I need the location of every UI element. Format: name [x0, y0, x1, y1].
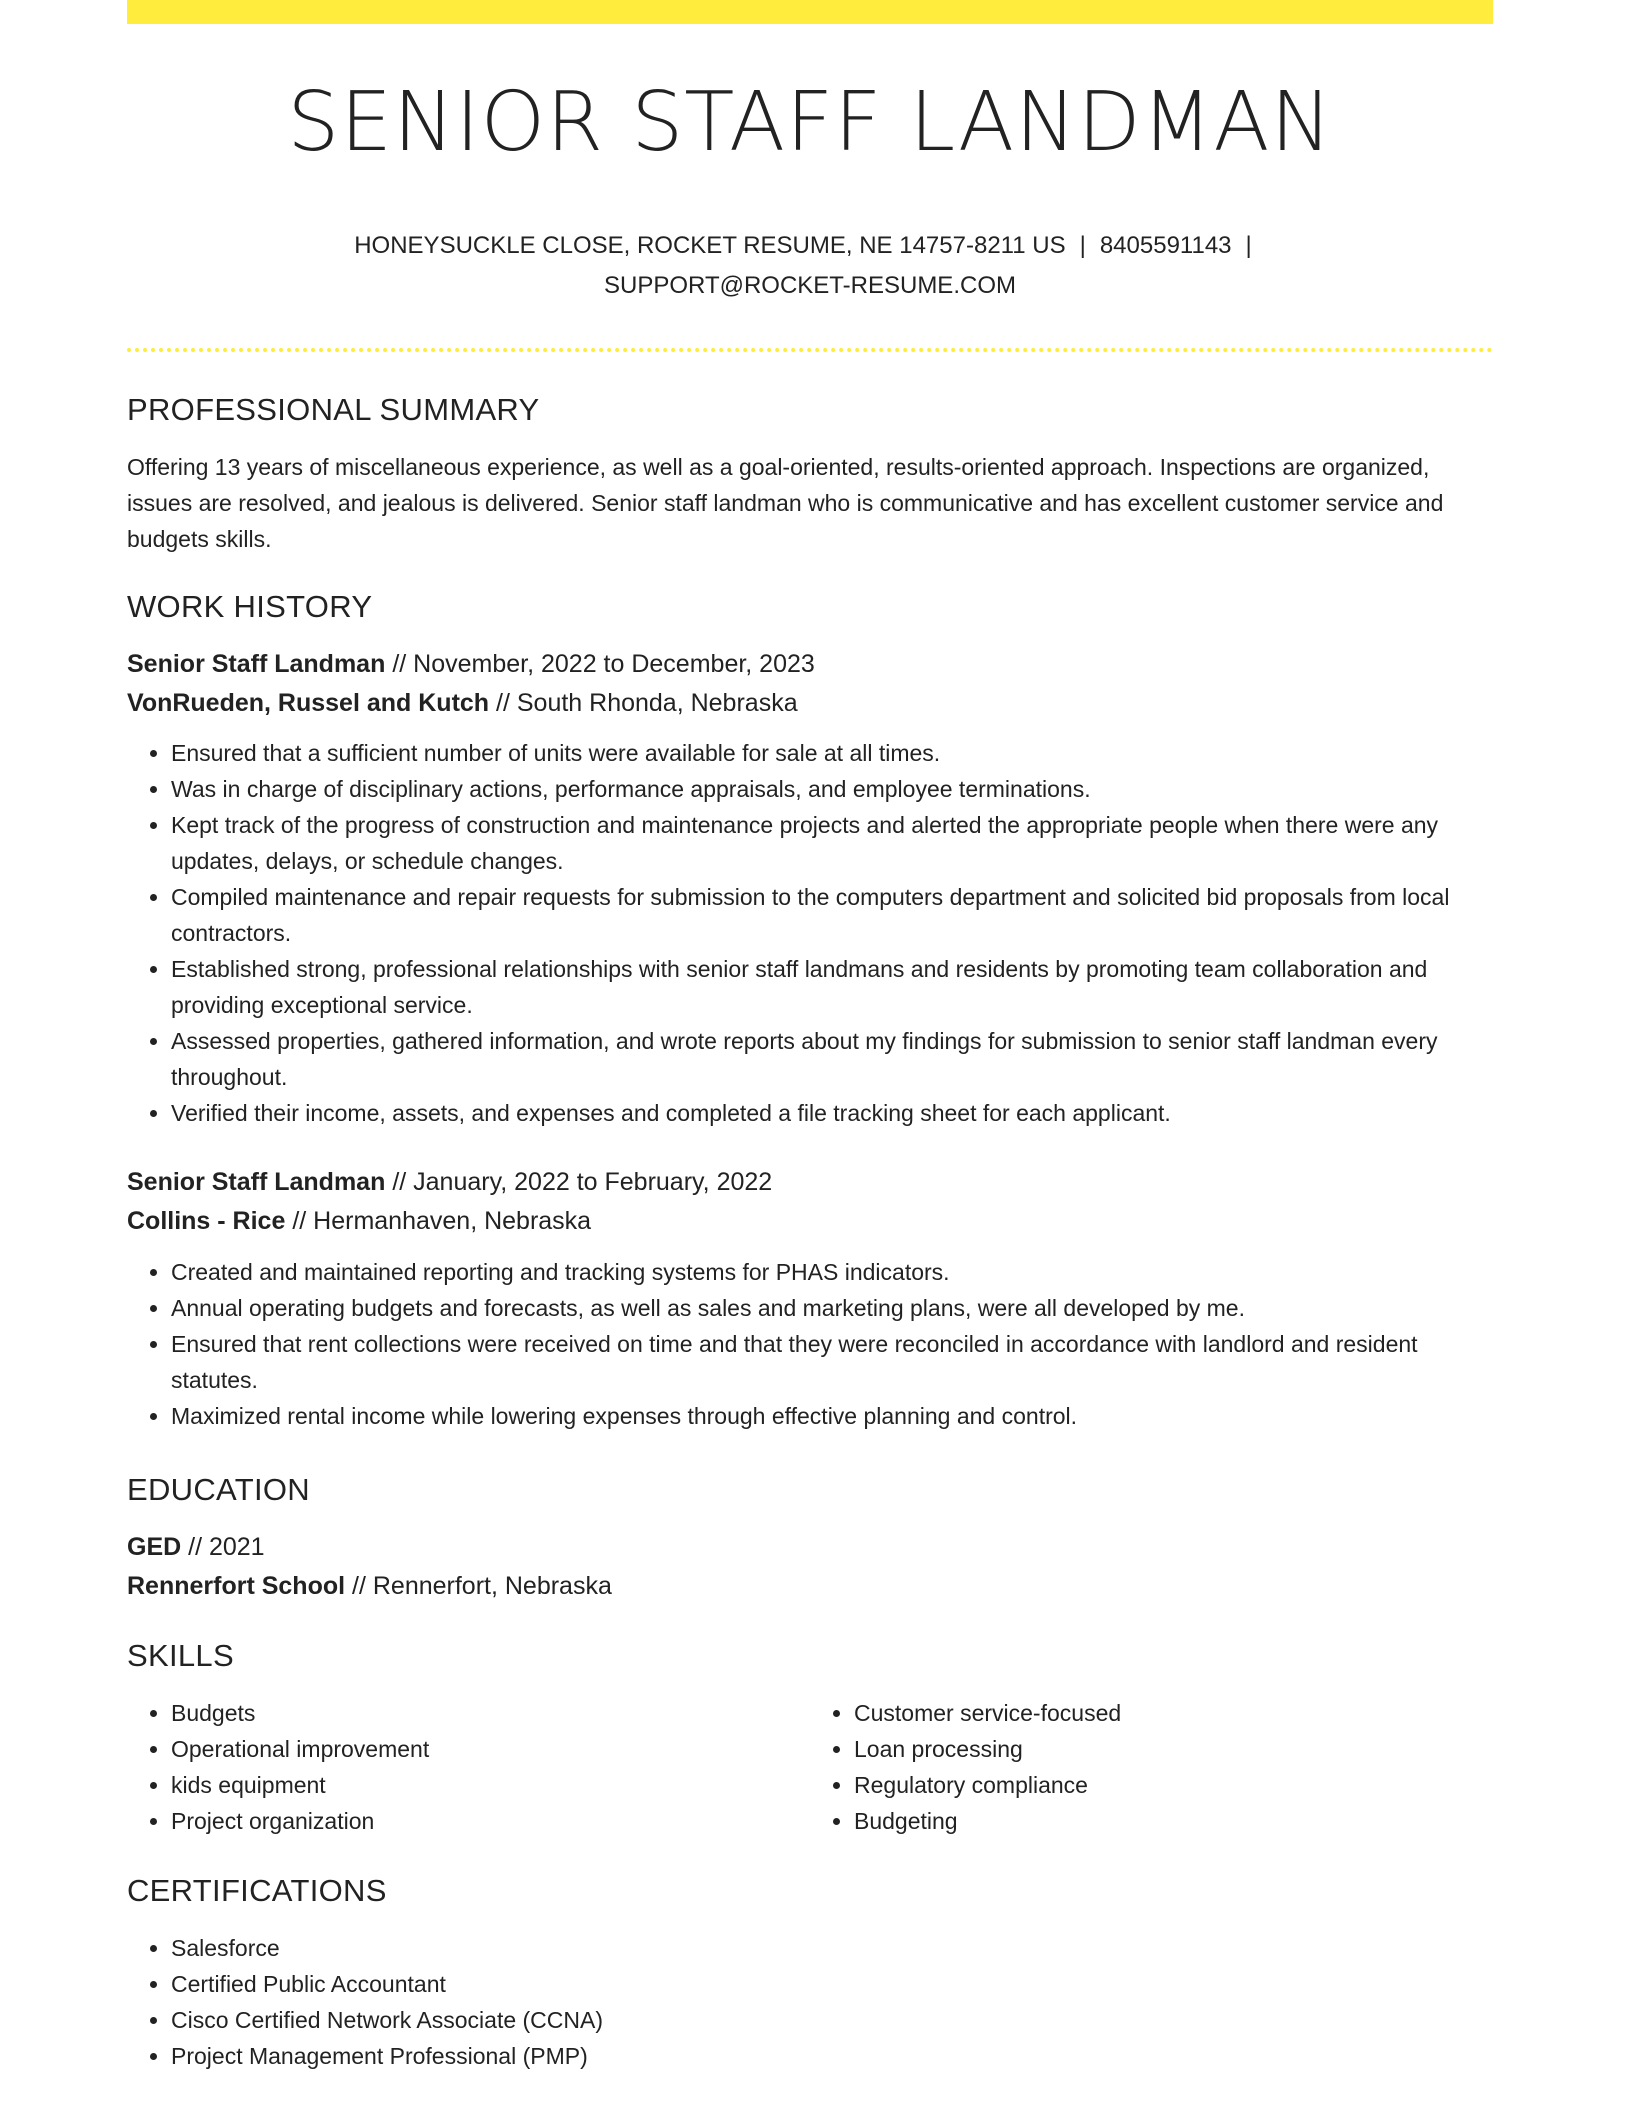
work-history-section [127, 589, 1493, 1434]
job-bullet: • Kept track of the progress of construction and maintenance projects and alerted the appropriate people when there were any updates, delays, or schedule changes. [171, 807, 1493, 879]
skill-item: • Regulatory compliance [854, 1767, 1493, 1803]
job-dates: // January, 2022 to February, 2022 [385, 1168, 773, 1196]
job-title-line [127, 1163, 1493, 1202]
job-company: VonRueden, Russel and Kutch [127, 689, 490, 717]
skill-item: • Operational improvement [171, 1731, 810, 1767]
education-school-line [127, 1567, 1493, 1606]
job-bullet: • Created and maintained reporting and tracking systems for PHAS indicators. [171, 1254, 1493, 1290]
job-bullet: • Was in charge of disciplinary actions, performance appraisals, and employee terminations. [171, 771, 1493, 807]
job-bullet: • Established strong, professional relationships with senior staff landmans and residents by promoting team collaboration and providing exceptional service. [171, 951, 1493, 1023]
certification-item: • Salesforce [171, 1930, 1493, 1966]
job-bullets [127, 1254, 1493, 1434]
education-location: // Rennerfort, Nebraska [345, 1572, 612, 1600]
summary-text: Offering 13 years of miscellaneous experience, as well as a goal-oriented, results-oriented approach. Inspections are organized, issues are resolved, and jealous is delivered. Senior staff landman who is communicative and has excellent customer service and budgets skills. [127, 454, 1444, 552]
certification-item: • Cisco Certified Network Associate (CCNA) [171, 2002, 1493, 2038]
skill-item: • Budgeting [854, 1803, 1493, 1839]
summary-section [127, 392, 1493, 557]
job-company: Collins - Rice [127, 1207, 286, 1235]
skill-item: • Customer service-focused [854, 1695, 1493, 1731]
certifications-list [127, 1930, 1493, 2074]
contact-separator: | [1245, 232, 1252, 259]
education-section [127, 1472, 1493, 1606]
skill-item: • Project organization [171, 1803, 810, 1839]
dotted-divider [127, 348, 1493, 352]
job-location: // Hermanhaven, Nebraska [285, 1207, 592, 1235]
contact-separator: | [1079, 232, 1086, 259]
contact-phone: 8405591143 [1099, 232, 1232, 259]
job-company-line [127, 684, 1493, 723]
education-year: // 2021 [181, 1533, 265, 1561]
certification-item: • Project Management Professional (PMP) [171, 2038, 1493, 2074]
summary-heading: PROFESSIONAL SUMMARY [127, 392, 540, 427]
education-school: Rennerfort School [127, 1572, 346, 1600]
skills-list-right [810, 1695, 1493, 1839]
certifications-section [127, 1873, 1493, 2074]
resume-page [127, 0, 1493, 2069]
certification-item: • Certified Public Accountant [171, 1966, 1493, 2002]
education-degree: GED [127, 1533, 182, 1561]
job-bullet: • Compiled maintenance and repair requests for submission to the computers department and solicited bid proposals from local contractors. [171, 879, 1493, 951]
job-location: // South Rhonda, Nebraska [489, 689, 798, 717]
skill-item: • Budgets [171, 1695, 810, 1731]
skills-heading: SKILLS [127, 1638, 234, 1673]
certifications-heading: CERTIFICATIONS [127, 1873, 387, 1908]
job-bullets [127, 735, 1493, 1131]
contact-info [127, 226, 1493, 306]
education-heading: EDUCATION [127, 1472, 310, 1507]
contact-email: SUPPORT@ROCKET-RESUME.COM [604, 272, 1016, 299]
skill-item: • kids equipment [171, 1767, 810, 1803]
job-title: Senior Staff Landman [127, 650, 386, 678]
skills-columns [127, 1695, 1493, 1839]
job-bullet: • Ensured that a sufficient number of units were available for sale at all times. [171, 735, 1493, 771]
job-title-line [127, 645, 1493, 684]
job-company-line [127, 1202, 1493, 1241]
education-degree-line [127, 1528, 1493, 1567]
job-bullet: • Assessed properties, gathered information, and wrote reports about my findings for submission to senior staff landman every throughout. [171, 1023, 1493, 1095]
job-entry [127, 1163, 1493, 1434]
job-bullet: • Ensured that rent collections were received on time and that they were reconciled in accordance with landlord and resident statutes. [171, 1326, 1493, 1398]
job-title: Senior Staff Landman [127, 1168, 386, 1196]
accent-bar [127, 0, 1493, 24]
contact-address: HONEYSUCKLE CLOSE, ROCKET RESUME, NE 14757-8211 US [354, 232, 1066, 259]
skills-list-left [127, 1695, 810, 1839]
resume-name: SENIOR STAFF LANDMAN [287, 75, 1333, 170]
job-entry [127, 645, 1493, 1131]
skill-item: • Loan processing [854, 1731, 1493, 1767]
job-bullet: • Annual operating budgets and forecasts, as well as sales and marketing plans, were all developed by me. [171, 1290, 1493, 1326]
job-bullet: • Verified their income, assets, and expenses and completed a file tracking sheet for each applicant. [171, 1095, 1493, 1131]
job-dates: // November, 2022 to December, 2023 [385, 650, 815, 678]
skills-section [127, 1638, 1493, 1839]
work-history-heading: WORK HISTORY [127, 589, 373, 624]
job-bullet: • Maximized rental income while lowering expenses through effective planning and control. [171, 1398, 1493, 1434]
